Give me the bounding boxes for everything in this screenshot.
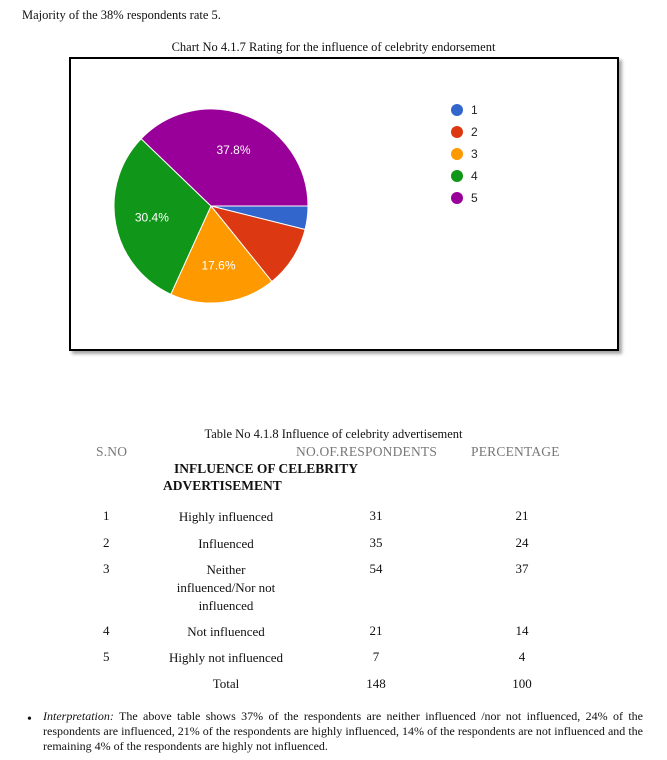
intro-text: Majority of the 38% respondents rate 5. bbox=[22, 8, 221, 22]
header-percentage: PERCENTAGE bbox=[471, 444, 560, 459]
cell-influence-line: influenced bbox=[198, 598, 254, 613]
legend-label: 4 bbox=[471, 169, 478, 183]
cell-sno: 5 bbox=[103, 649, 110, 664]
cell-total-respondents: 148 bbox=[366, 676, 386, 691]
cell-sno: 4 bbox=[103, 623, 110, 638]
legend-label: 3 bbox=[471, 147, 478, 161]
pie-chart bbox=[71, 59, 617, 349]
cell-total-label: Total bbox=[212, 676, 240, 691]
header-influence-line2: ADVERTISEMENT bbox=[163, 478, 282, 493]
legend-swatch bbox=[451, 148, 463, 160]
cell-sno: 3 bbox=[103, 561, 110, 576]
cell-percentage: 4 bbox=[518, 649, 526, 664]
cell-percentage: 21 bbox=[515, 508, 529, 523]
bullet-icon: • bbox=[27, 712, 32, 727]
header-influence-line1: INFLUENCE OF CELEBRITY bbox=[174, 461, 359, 476]
cell-percentage: 24 bbox=[515, 535, 529, 550]
interpretation-label: Interpretation: bbox=[43, 709, 114, 723]
slice-label-3: 17.6% bbox=[201, 258, 236, 273]
cell-percentage: 37 bbox=[515, 561, 529, 576]
cell-influence bbox=[148, 623, 304, 641]
cell-total-percentage: 100 bbox=[512, 676, 532, 691]
cell-influence-line: Influenced bbox=[198, 536, 254, 551]
legend-swatch bbox=[451, 192, 463, 204]
legend-label: 2 bbox=[471, 125, 478, 139]
slice-label-4: 30.4% bbox=[134, 210, 169, 225]
cell-influence-line: influenced/Nor not bbox=[176, 580, 276, 595]
cell-respondents: 7 bbox=[372, 649, 380, 664]
legend-swatch bbox=[451, 126, 463, 138]
slice-label-5: 37.8% bbox=[216, 143, 251, 158]
header-respondents: NO.OF.RESPONDENTS bbox=[296, 444, 438, 459]
cell-percentage: 14 bbox=[515, 623, 529, 638]
cell-sno: 1 bbox=[103, 508, 110, 523]
legend-label: 1 bbox=[471, 103, 478, 117]
cell-respondents: 54 bbox=[369, 561, 383, 576]
cell-influence bbox=[148, 649, 304, 667]
table-caption: Table No 4.1.8 Influence of celebrity advertisement bbox=[204, 427, 463, 441]
cell-influence bbox=[148, 535, 304, 553]
legend-label: 5 bbox=[471, 191, 478, 205]
cell-respondents: 31 bbox=[369, 508, 383, 523]
interpretation-paragraph bbox=[43, 709, 643, 754]
chart-frame bbox=[69, 57, 619, 351]
legend-swatch bbox=[451, 104, 463, 116]
cell-respondents: 35 bbox=[369, 535, 383, 550]
cell-influence-line: Highly not influenced bbox=[168, 650, 284, 665]
cell-influence-line: Neither bbox=[206, 562, 246, 577]
cell-respondents: 21 bbox=[369, 623, 383, 638]
cell-sno: 2 bbox=[103, 535, 110, 550]
legend-swatch bbox=[451, 170, 463, 182]
cell-influence bbox=[148, 508, 304, 526]
header-sno: S.NO bbox=[96, 444, 128, 459]
chart-caption: Chart No 4.1.7 Rating for the influence of celebrity endorsement bbox=[171, 40, 496, 54]
cell-influence bbox=[148, 561, 304, 615]
cell-influence-line: Highly influenced bbox=[178, 509, 274, 524]
interpretation-text: The above table shows 37% of the respondents are neither influenced /nor not influenced, 24% of the respondents are influenced, 21% of the respondents are highly influenced, 14% of the respondents are not influenced and the remaining 4% of the respondents are highly not influenced. bbox=[43, 709, 643, 753]
cell-influence-line: Not influenced bbox=[187, 624, 265, 639]
